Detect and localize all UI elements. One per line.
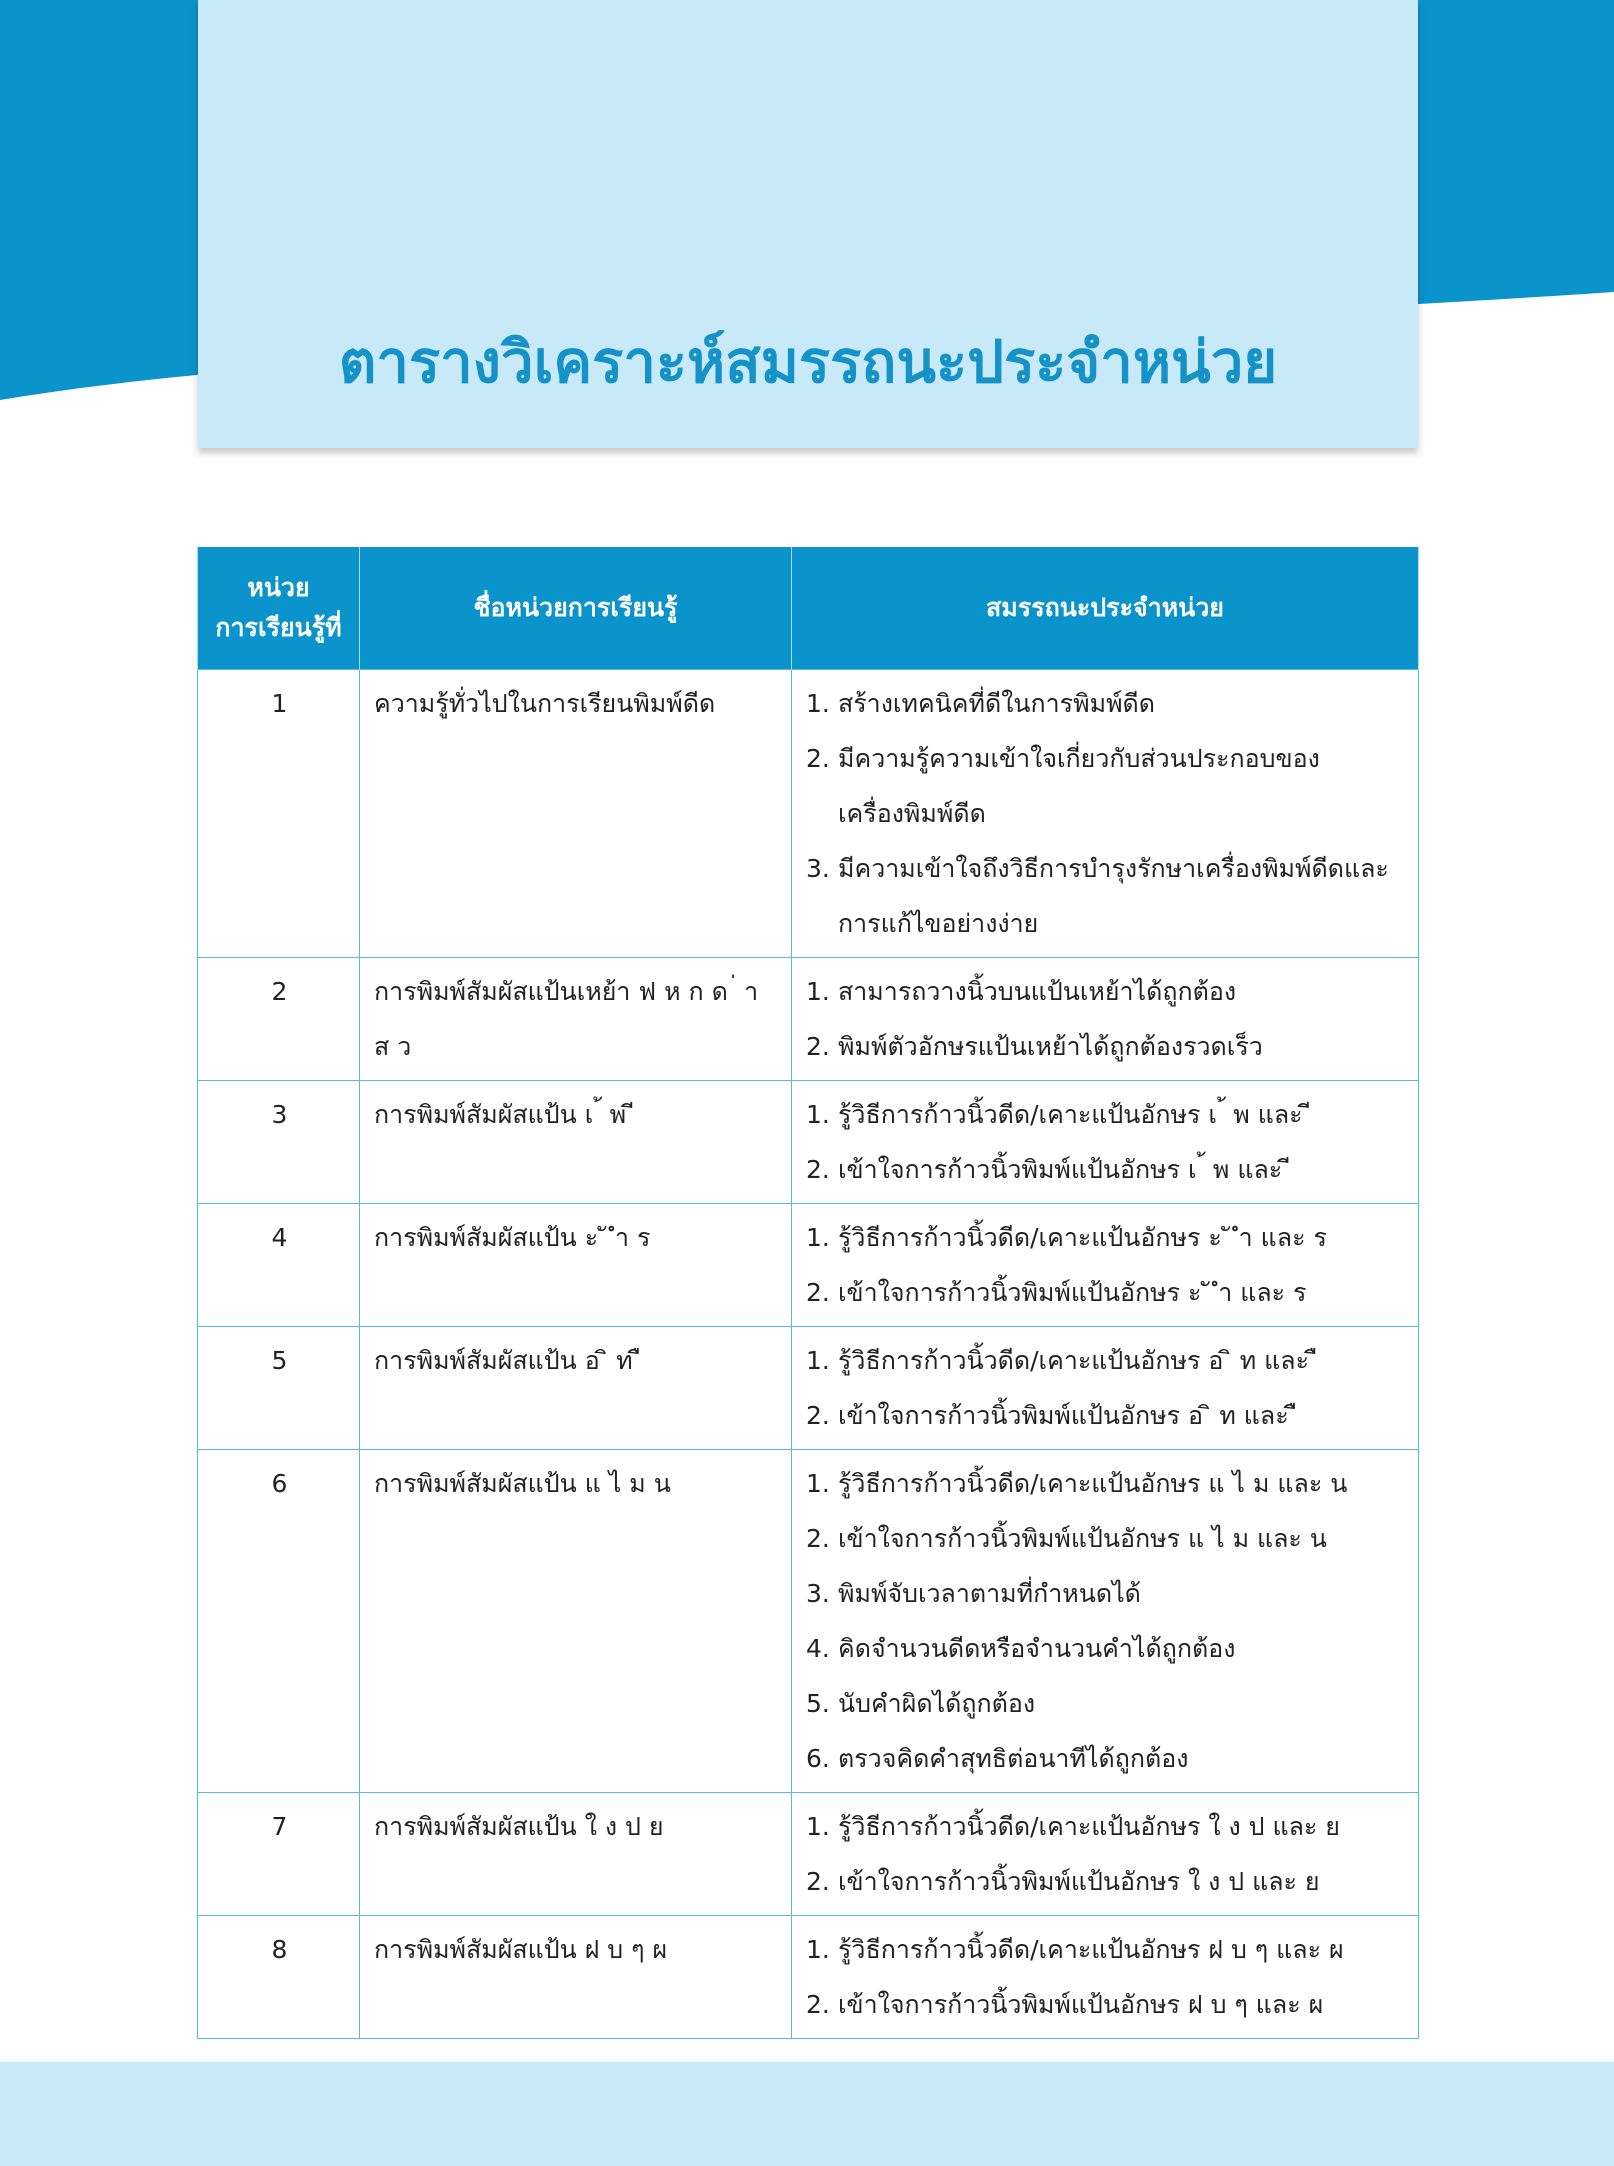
header-unit-name: ชื่อหน่วยการเรียนรู้ — [360, 547, 792, 670]
item-text: รู้วิธีการก้าวนิ้วดีด/เคาะแป้นอักษร ะ ั ำ และ ร — [838, 1223, 1327, 1252]
competency-item — [806, 841, 1406, 951]
competency-cell — [792, 958, 1419, 1081]
header-unit-line2: การเรียนรู้ที่ — [215, 613, 342, 642]
item-text: รู้วิธีการก้าวนิ้วดีด/เคาะแป้นอักษร อ ิ ท และ ื — [838, 1346, 1318, 1375]
title-card — [198, 0, 1418, 448]
item-number: 2. — [806, 744, 830, 773]
unit-number: 5 — [198, 1327, 360, 1450]
unit-name: การพิมพ์สัมผัสแป้น ะ ั ำ ร — [360, 1204, 792, 1327]
competency-table — [197, 547, 1419, 2039]
item-number: 1. — [806, 977, 830, 1006]
item-number: 1. — [806, 1346, 830, 1375]
competency-list — [806, 1210, 1406, 1320]
table-row — [198, 1916, 1419, 2039]
competency-item — [806, 1388, 1406, 1443]
competency-item — [806, 1019, 1406, 1074]
competency-item — [806, 1456, 1406, 1511]
competency-item — [806, 1142, 1406, 1197]
unit-name: การพิมพ์สัมผัสแป้น ใ ง ป ย — [360, 1793, 792, 1916]
item-number: 1. — [806, 689, 830, 718]
item-text: สามารถวางนิ้วบนแป้นเหย้าได้ถูกต้อง — [838, 977, 1237, 1006]
unit-number: 2 — [198, 958, 360, 1081]
item-number: 1. — [806, 1935, 830, 1964]
item-number: 5. — [806, 1689, 830, 1718]
competency-item — [806, 1977, 1406, 2032]
unit-number: 4 — [198, 1204, 360, 1327]
table-row — [198, 1081, 1419, 1204]
competency-item — [806, 1087, 1406, 1142]
item-text: คิดจำนวนดีดหรือจำนวนคำได้ถูกต้อง — [838, 1634, 1236, 1663]
header-unit-line1: หน่วย — [247, 573, 310, 602]
item-number: 1. — [806, 1100, 830, 1129]
competency-cell — [792, 1081, 1419, 1204]
competency-item — [806, 964, 1406, 1019]
item-number: 2. — [806, 1278, 830, 1307]
competency-item — [806, 1676, 1406, 1731]
item-number: 2. — [806, 1032, 830, 1061]
item-number: 2. — [806, 1867, 830, 1896]
item-number: 2. — [806, 1155, 830, 1184]
competency-cell — [792, 1204, 1419, 1327]
item-text: รู้วิธีการก้าวนิ้วดีด/เคาะแป้นอักษร แ ไ ม และ น — [838, 1469, 1348, 1498]
unit-name: ความรู้ทั่วไปในการเรียนพิมพ์ดีด — [360, 670, 792, 958]
competency-item — [806, 1333, 1406, 1388]
unit-name: การพิมพ์สัมผัสแป้น เ ้ พ ี — [360, 1081, 792, 1204]
item-text: พิมพ์จับเวลาตามที่กำหนดได้ — [838, 1579, 1141, 1608]
competency-cell — [792, 670, 1419, 958]
header-unit — [198, 547, 360, 670]
item-number: 2. — [806, 1990, 830, 2019]
item-text: ตรวจคิดคำสุทธิต่อนาทีได้ถูกต้อง — [838, 1744, 1189, 1773]
table-row — [198, 1327, 1419, 1450]
competency-list — [806, 1087, 1406, 1197]
competency-item — [806, 1854, 1406, 1909]
unit-name: การพิมพ์สัมผัสแป้น แ ไ ม น — [360, 1450, 792, 1793]
competency-item — [806, 1731, 1406, 1786]
competency-list — [806, 1456, 1406, 1786]
competency-item — [806, 1566, 1406, 1621]
item-text: รู้วิธีการก้าวนิ้วดีด/เคาะแป้นอักษร ฝ บ ๆ และ ผ — [838, 1935, 1344, 1964]
competency-item — [806, 1265, 1406, 1320]
competency-list — [806, 1922, 1406, 2032]
table-header-row — [198, 547, 1419, 670]
item-text: มีความรู้ความเข้าใจเกี่ยวกับส่วนประกอบของเครื่องพิมพ์ดีด — [838, 744, 1320, 828]
unit-number: 7 — [198, 1793, 360, 1916]
unit-name: การพิมพ์สัมผัสแป้น อ ิ ท ื — [360, 1327, 792, 1450]
item-text: รู้วิธีการก้าวนิ้วดีด/เคาะแป้นอักษร เ ้ พ และ ี — [838, 1100, 1311, 1129]
competency-list — [806, 676, 1406, 951]
competency-item — [806, 1621, 1406, 1676]
item-number: 1. — [806, 1223, 830, 1252]
item-text: รู้วิธีการก้าวนิ้วดีด/เคาะแป้นอักษร ใ ง ป และ ย — [838, 1812, 1340, 1841]
unit-number: 3 — [198, 1081, 360, 1204]
competency-item — [806, 1210, 1406, 1265]
item-text: พิมพ์ตัวอักษรแป้นเหย้าได้ถูกต้องรวดเร็ว — [838, 1032, 1263, 1061]
competency-cell — [792, 1916, 1419, 2039]
competency-cell — [792, 1450, 1419, 1793]
header-competency: สมรรถนะประจำหน่วย — [792, 547, 1419, 670]
page-title: ตารางวิเคราะห์สมรรถนะประจำหน่วย — [338, 328, 1278, 396]
unit-name: การพิมพ์สัมผัสแป้น ฝ บ ๆ ผ — [360, 1916, 792, 2039]
unit-number: 8 — [198, 1916, 360, 2039]
unit-number: 1 — [198, 670, 360, 958]
table-row — [198, 1450, 1419, 1793]
table-row — [198, 1204, 1419, 1327]
item-text: เข้าใจการก้าวนิ้วพิมพ์แป้นอักษร ใ ง ป และ ย — [838, 1867, 1320, 1896]
competency-cell — [792, 1793, 1419, 1916]
competency-cell — [792, 1327, 1419, 1450]
item-text: เข้าใจการก้าวนิ้วพิมพ์แป้นอักษร เ ้ พ และ ี — [838, 1155, 1291, 1184]
unit-number: 6 — [198, 1450, 360, 1793]
item-text: เข้าใจการก้าวนิ้วพิมพ์แป้นอักษร อ ิ ท และ ื — [838, 1401, 1298, 1430]
item-number: 1. — [806, 1812, 830, 1841]
competency-list — [806, 964, 1406, 1074]
item-text: นับคำผิดได้ถูกต้อง — [838, 1689, 1036, 1718]
competency-item — [806, 1922, 1406, 1977]
item-text: เข้าใจการก้าวนิ้วพิมพ์แป้นอักษร ฝ บ ๆ และ ผ — [838, 1990, 1324, 2019]
item-number: 3. — [806, 1579, 830, 1608]
item-number: 3. — [806, 854, 830, 883]
competency-item — [806, 1799, 1406, 1854]
item-text: เข้าใจการก้าวนิ้วพิมพ์แป้นอักษร ะ ั ำ และ ร — [838, 1278, 1307, 1307]
item-text: มีความเข้าใจถึงวิธีการบำรุงรักษาเครื่องพิมพ์ดีดและการแก้ไขอย่างง่าย — [838, 854, 1389, 938]
unit-name: การพิมพ์สัมผัสแป้นเหย้า ฟ ห ก ด ่ า ส ว — [360, 958, 792, 1081]
item-text: สร้างเทคนิคที่ดีในการพิมพ์ดีด — [838, 689, 1156, 718]
item-number: 4. — [806, 1634, 830, 1663]
competency-item — [806, 1511, 1406, 1566]
item-text: เข้าใจการก้าวนิ้วพิมพ์แป้นอักษร แ ไ ม และ น — [838, 1524, 1327, 1553]
item-number: 6. — [806, 1744, 830, 1773]
table-row — [198, 1793, 1419, 1916]
item-number: 2. — [806, 1524, 830, 1553]
competency-item — [806, 731, 1406, 841]
item-number: 2. — [806, 1401, 830, 1430]
footer-band — [0, 2062, 1614, 2166]
competency-list — [806, 1799, 1406, 1909]
competency-item — [806, 676, 1406, 731]
competency-list — [806, 1333, 1406, 1443]
table-row — [198, 958, 1419, 1081]
item-number: 1. — [806, 1469, 830, 1498]
table-row — [198, 670, 1419, 958]
